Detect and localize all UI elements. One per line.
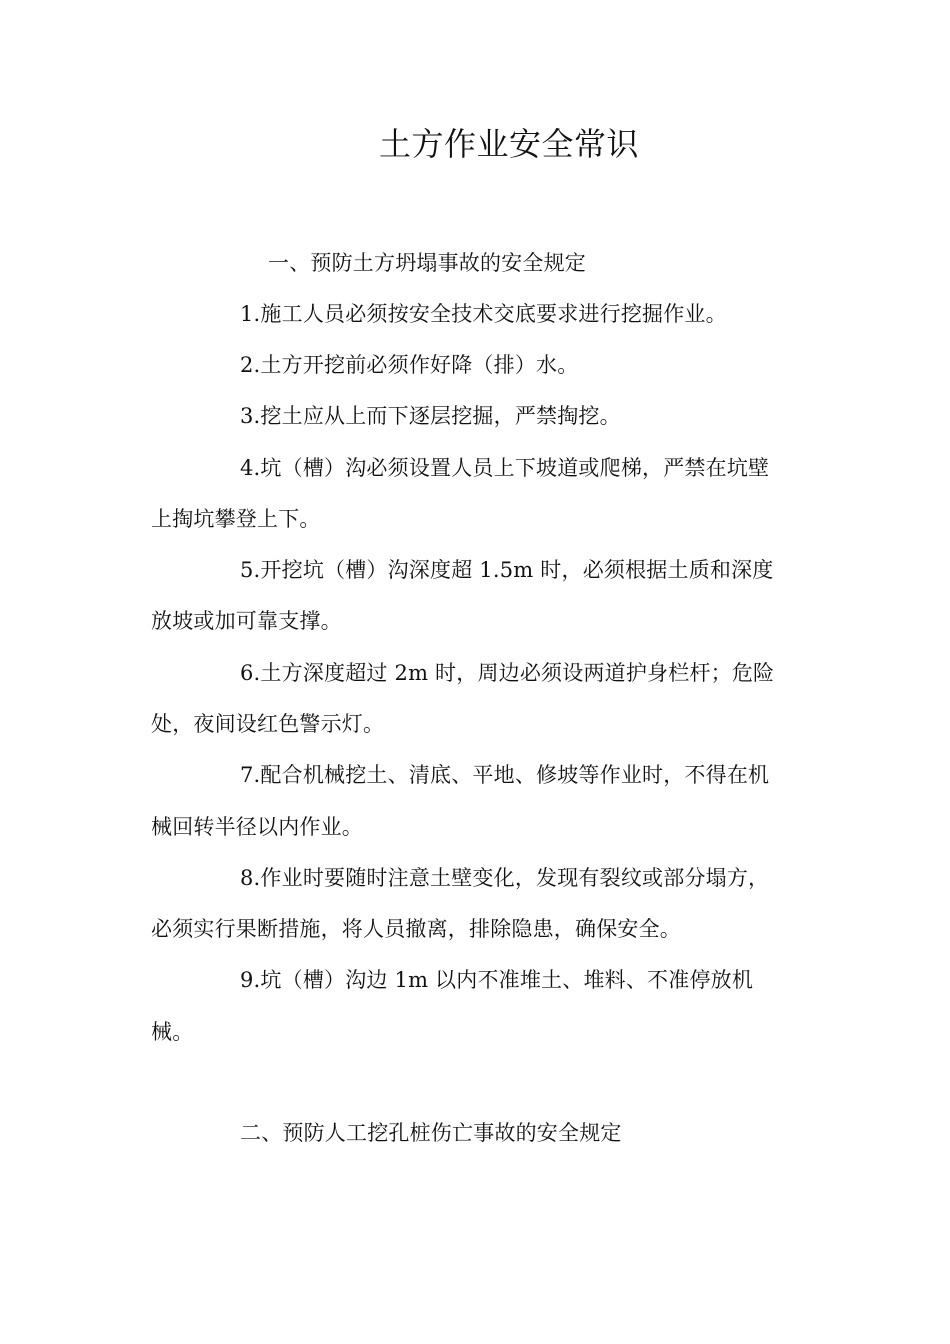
rule-6-line-2: 处，夜间设红色警示灯。 [151,712,385,736]
section-heading-1: 一、预防土方坍塌事故的安全规定 [268,251,586,275]
rule-9-line-2: 械。 [151,1020,194,1044]
rule-5-line-1: 5.开挖坑（槽）沟深度超 1.5m 时，必须根据土质和深度 [240,558,774,582]
rule-1-line-1: 1.施工人员必须按安全技术交底要求进行挖掘作业。 [240,302,727,326]
rule-6-line-1: 6.土方深度超过 2m 时，周边必须设两道护身栏杆；危险 [240,661,775,685]
rule-7-line-1: 7.配合机械挖土、清底、平地、修坡等作业时，不得在机 [240,763,770,787]
rule-8-line-1: 8.作业时要随时注意土壁变化，发现有裂纹或部分塌方， [240,866,770,890]
rule-5-line-2: 放坡或加可靠支撑。 [151,609,342,633]
rule-8-line-2: 必须实行果断措施，将人员撤离，排除隐患，确保安全。 [151,917,681,941]
rule-2-line-1: 2.土方开挖前必须作好降（排）水。 [240,353,579,377]
rule-4-line-2: 上掏坑攀登上下。 [151,507,321,531]
document-title: 土方作业安全常识 [378,125,639,163]
rule-7-line-2: 械回转半径以内作业。 [151,815,363,839]
rule-9-line-1: 9.坑（槽）沟边 1m 以内不准堆土、堆料、不准停放机 [240,968,754,992]
section-heading-2: 二、预防人工挖孔桩伤亡事故的安全规定 [240,1121,622,1145]
rule-3-line-1: 3.挖土应从上而下逐层挖掘，严禁掏挖。 [240,404,621,428]
rule-4-line-1: 4.坑（槽）沟必须设置人员上下坡道或爬梯，严禁在坑壁 [240,456,770,480]
